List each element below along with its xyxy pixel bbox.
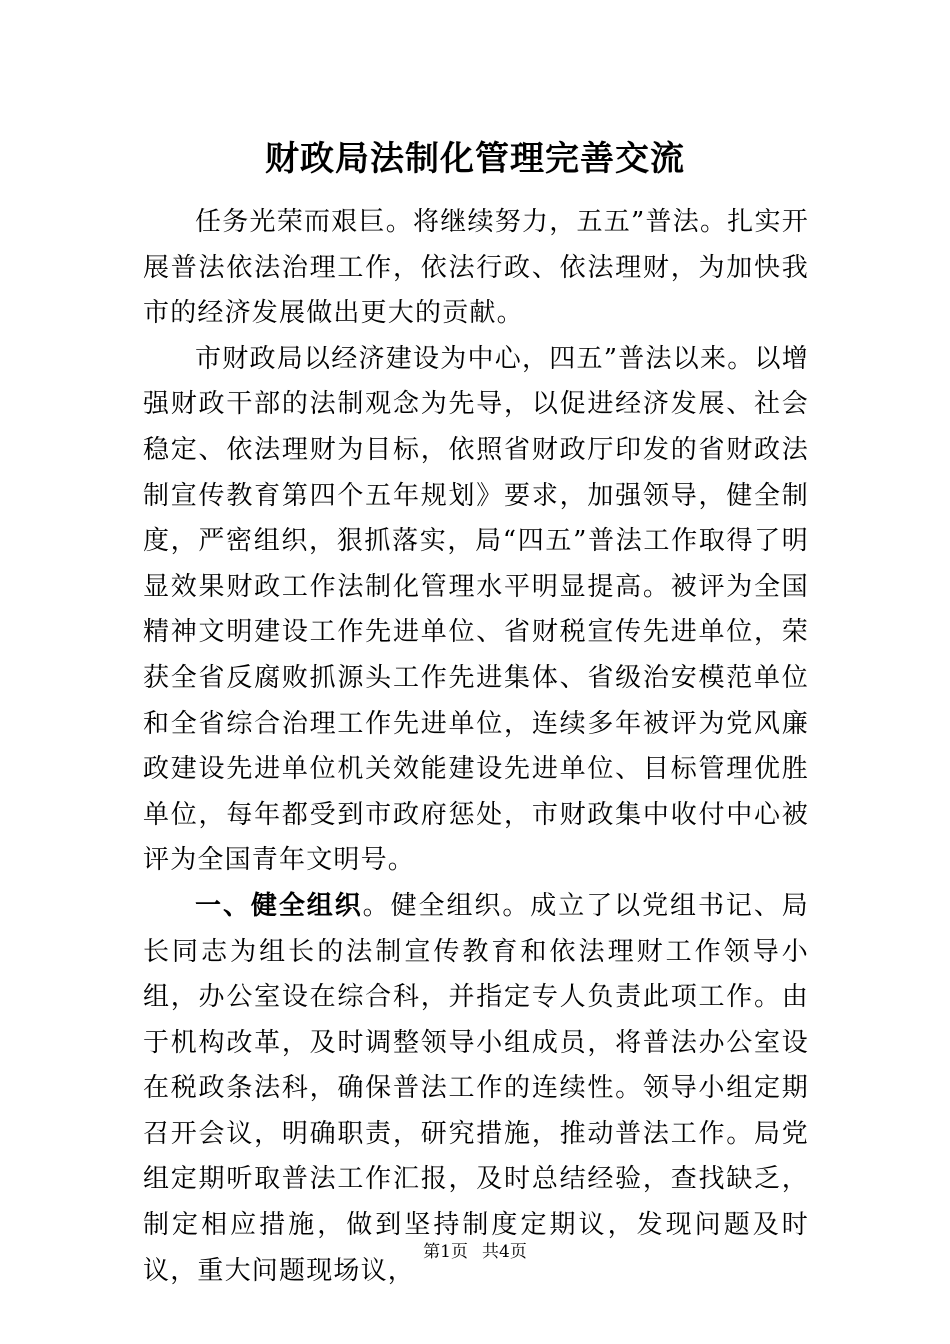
page-number: 第1页 — [423, 1242, 468, 1262]
paragraph-text: 市财政局以经济建设为中心，四五”普法以来。以增强财政干部的法制观念为先导，以促进经济发展、社会稳定、依法理财为目标，依照省财政厅印发的省财政法制宣传教育第四个五年规划》要求，加强领导，健全制度，严密组织，狠抓落实，局“四五”普法工作取得了明显效果财政工作法制化管理水平明显提高。被评为全国精神文明建设工作先进单位、省财税宣传先进单位，荣获全省反腐败抓源头工作先进集体、省级治安模范单位和全省综合治理工作先进单位，连续多年被评为党风廉政建设先进单位机关效能建设先进单位、目标管理优胜单位，每年都受到市政府惩处，市财政集中收付中心被评为全国青年文明号。 — [143, 343, 809, 876]
paragraph-text: 。健全组织。成立了以党组书记、局长同志为组长的法制宣传教育和依法理财工作领导小组，办公室设在综合科，并指定专人负责此项工作。由于机构改革，及时调整领导小组成员，将普法办公室设在税政条法科，确保普法工作的连续性。领导小组定期召开会议，明确职责，研究措施，推动普法工作。局党组定期听取普法工作汇报，及时总结经验，查找缺乏，制定相应措施，做到坚持制度定期议，发现问题及时议，重大问题现场议， — [143, 890, 809, 1286]
document-title: 财政局法制化管理完善交流 — [265, 139, 685, 179]
page-footer — [0, 1240, 950, 1264]
paragraph-overview — [143, 337, 809, 884]
paragraph-organization — [143, 884, 809, 1294]
document-body — [143, 200, 809, 1294]
section-heading: 一、健全组织 — [195, 890, 363, 921]
paragraph-text: 任务光荣而艰巨。将继续努力，五五”普法。扎实开展普法依法治理工作，依法行政、依法理财，为加快我市的经济发展做出更大的贡献。 — [143, 207, 809, 329]
page-total: 共4页 — [482, 1242, 527, 1262]
paragraph-intro — [143, 200, 809, 337]
